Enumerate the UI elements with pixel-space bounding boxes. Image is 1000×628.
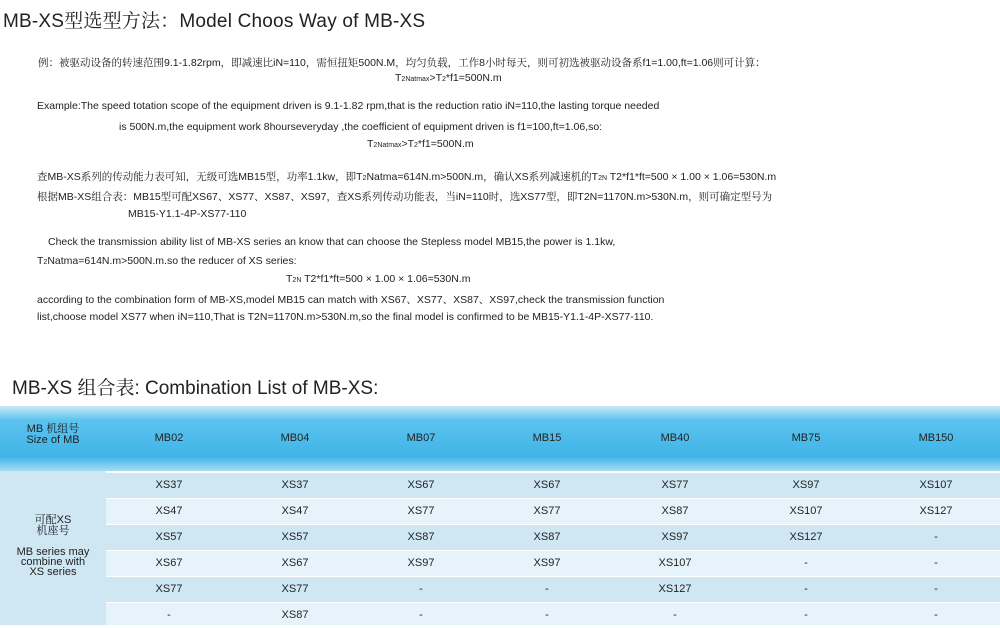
table-cell: -	[545, 609, 549, 621]
table-cell: XS67	[155, 557, 183, 569]
table-cell: XS77	[533, 505, 561, 517]
combination-title: MB-XS 组合表: Combination List of MB-XS:	[12, 378, 379, 399]
table-cell: XS47	[281, 505, 309, 517]
table-cell: -	[934, 531, 938, 543]
table-cell: XS47	[155, 505, 183, 517]
en-check-line-1: Check the transmission ability list of MB-XS series an know that can choose the Stepless model MB15,the power is 1.1kw,	[48, 236, 616, 248]
en-example-line-1: Example:The speed totation scope of the equipment driven is 9.1-1.82 rpm,that is the reduction ratio iN=110,the lasting torque needed	[37, 100, 660, 112]
table-left-label	[0, 471, 107, 625]
table-cell: XS57	[155, 531, 183, 543]
left-label-en-1: MB series may	[16, 546, 90, 558]
table-cell: XS87	[407, 531, 435, 543]
table-header	[0, 406, 1000, 471]
table-cell: XS77	[407, 505, 435, 517]
cn-example-line: 例：被驱动设备的转速范围9.1-1.82rpm，即减速比iN=110，需恒扭矩500N.M，均匀负载，工作8小时每天，则可初选被驱动设备系f1=1.00,ft=1.06则可计算：	[38, 57, 766, 69]
table-cell: XS107	[658, 557, 692, 569]
table-cell: XS127	[789, 531, 823, 543]
left-label-cn-2: 机座号	[36, 525, 70, 537]
cn-check-line-2: 根据MB-XS组合表：MB15型可配XS67、XS77、XS87、XS97，查XS系列传动功能表，当iN=110时，选XS77型，即T2N=1170N.m>530N.m，则可确定型号为	[37, 191, 773, 203]
en-check-line-4: list,choose model XS77 when iN=110,That is T2N=1170N.m>530N.m,so the final model is confirmed to be MB15-Y1.1-4P-XS77-110.	[37, 311, 654, 323]
table-body	[0, 471, 1000, 625]
table-cell: -	[419, 583, 423, 595]
table-cell: XS37	[155, 479, 183, 491]
table-row	[106, 551, 1000, 576]
table-cell: XS37	[281, 479, 309, 491]
table-cell: XS97	[661, 531, 689, 543]
header-col-mb07: MB07	[406, 432, 436, 444]
table-cell: -	[804, 583, 808, 595]
table-cell: XS97	[533, 557, 561, 569]
table-cell: XS77	[155, 583, 183, 595]
table-cell: XS67	[407, 479, 435, 491]
header-size-en: Size of MB	[26, 434, 80, 446]
header-size-cn: MB 机组号	[26, 423, 80, 435]
table-row	[106, 473, 1000, 498]
table-row	[106, 577, 1000, 602]
header-col-mb40: MB40	[660, 432, 690, 444]
page-title: MB-XS型选型方法：Model Choos Way of MB-XS	[3, 11, 426, 32]
table-cell: XS77	[281, 583, 309, 595]
table-cell: -	[804, 557, 808, 569]
header-col-mb150: MB150	[918, 432, 954, 444]
table-cell: XS67	[281, 557, 309, 569]
table-cell: XS107	[789, 505, 823, 517]
table-cell: -	[419, 609, 423, 621]
formula-line-3: T2N T2*f1*ft=500 × 1.00 × 1.06=530N.m	[286, 273, 471, 285]
header-col-mb02: MB02	[154, 432, 184, 444]
formula-line-2: T2Natmax>T2*f1=500N.m	[367, 138, 474, 150]
table-cell: XS77	[661, 479, 689, 491]
table-cell: -	[167, 609, 171, 621]
table-row	[106, 499, 1000, 524]
table-cell: -	[673, 609, 677, 621]
left-label-cn-1: 可配XS	[34, 514, 72, 526]
header-size-label	[0, 424, 106, 446]
table-cell: -	[934, 583, 938, 595]
en-check-line-2: T2Natma=614N.m>500N.m.so the reducer of XS series:	[37, 255, 297, 267]
cn-check-line-3: MB15-Y1.1-4P-XS77-110	[128, 208, 247, 220]
table-cell: -	[804, 609, 808, 621]
table-row	[106, 525, 1000, 550]
table-row	[106, 603, 1000, 625]
left-label-en-3: XS series	[29, 566, 77, 578]
table-cell: XS127	[658, 583, 692, 595]
en-check-line-3: according to the combination form of MB-XS,model MB15 can match with XS67、XS77、XS87、XS97,check the transmission function	[37, 294, 665, 306]
table-cell: XS87	[281, 609, 309, 621]
table-cell: XS107	[919, 479, 953, 491]
table-cell: XS57	[281, 531, 309, 543]
cn-check-line-1: 查MB-XS系列的传动能力表可知，无级可选MB15型，功率1.1kw，即T2Natma=614N.m>500N.m，确认XS系列减速机的T2N T2*f1*ft=500 × 1.00 × 1.06=530N.m	[37, 171, 777, 183]
table-cell: XS97	[792, 479, 820, 491]
header-col-mb04: MB04	[280, 432, 310, 444]
combination-table	[0, 406, 1000, 625]
table-cell: XS97	[407, 557, 435, 569]
table-cell: -	[934, 557, 938, 569]
header-col-mb15: MB15	[532, 432, 562, 444]
table-cell: XS87	[661, 505, 689, 517]
left-label-en-2: combine with	[20, 556, 86, 568]
table-cell: -	[934, 609, 938, 621]
formula-line-1: T2Natmax>T2*f1=500N.m	[395, 72, 502, 84]
en-example-line-2: is 500N.m,the equipment work 8hourseveryday ,the coefficient of equipment driven is f1=100,ft=1.06,so:	[119, 121, 603, 133]
header-col-mb75: MB75	[791, 432, 821, 444]
table-cell: XS67	[533, 479, 561, 491]
table-cell: -	[545, 583, 549, 595]
table-cell: XS127	[919, 505, 953, 517]
table-cell: XS87	[533, 531, 561, 543]
